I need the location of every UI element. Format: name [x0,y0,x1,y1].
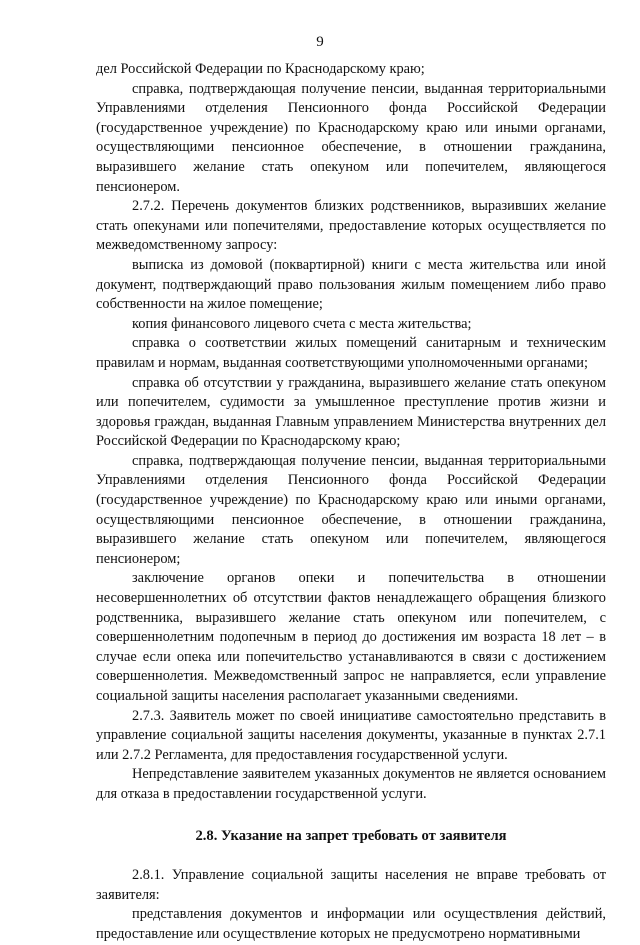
paragraph: заключение органов опеки и попечительства в отношении несовершеннолетних об отсутствии фактов ненадлежащего обращения близкого родственника, выразившего желание стать опекуном или попечителем, с совершеннолетним подопечным в период до достижения им возраста 18 лет – в случае если опека или попечительство устанавливаются в связи с достижением совершеннолетия. Межведомственный запрос не направляется, если управление социальной защиты населения располагает указанными сведениями. [96,570,606,704]
paragraph: 2.7.2. Перечень документов близких родственников, выразивших желание стать опекунами или попечителями, предоставление которых осуществляется по межведомственному запросу: [96,198,606,254]
paragraph: 2.7.3. Заявитель может по своей инициативе самостоятельно представить в управление социальной защиты населения документы, указанные в пунктах 2.7.1 или 2.7.2 Регламента, для предоставления государственной услуги. [96,707,606,763]
paragraph: представления документов и информации или осуществления действий, предоставление или осуществление которых не предусмотрено нормативными [96,906,606,942]
paragraph: справка об отсутствии у гражданина, выразившего желание стать опекуном или попечителем, судимости за умышленное преступление против жизни и здоровья граждан, выданная Главным управлением Министерства внутренних дел Российской Федерации по Краснодарскому краю; [96,374,606,450]
paragraph: справка, подтверждающая получение пенсии, выданная территориальными Управлениями отделения Пенсионного фонда Российской Федерации (государственное учреждение) по Краснодарскому краю или иными органами, осуществляющими пенсионное обеспечение, в отношении гражданина, выразившего желание стать опекуном или попечителем, являющегося пенсионером; [96,452,606,567]
page-number: 9 [316,34,324,50]
paragraph: Непредставление заявителем указанных документов не является основанием для отказа в предоставлении государственной услуги. [96,766,606,802]
paragraph: 2.8.1. Управление социальной защиты населения не вправе требовать от заявителя: [96,867,606,903]
paragraph: копия финансового лицевого счета с места жительства; [132,315,472,332]
section-heading: 2.8. Указание на запрет требовать от заявителя [195,827,507,844]
paragraph: справка, подтверждающая получение пенсии, выданная территориальными Управлениями отделения Пенсионного фонда Российской Федерации (государственное учреждение) по Краснодарскому краю или иными органами, осуществляющими пенсионное обеспечение, в отношении гражданина, выразившего желание стать опекуном или попечителем, являющегося пенсионером. [96,80,606,195]
paragraph: дел Российской Федерации по Краснодарскому краю; [96,61,425,77]
paragraph: справка о соответствии жилых помещений санитарным и техническим правилам и нормам, выданная соответствующими уполномоченными органами; [96,335,606,371]
paragraph: выписка из домовой (поквартирной) книги с места жительства или иной документ, подтверждающий право пользования жилым помещением либо право собственности на жилое помещение; [96,256,606,313]
document-body [96,60,606,945]
